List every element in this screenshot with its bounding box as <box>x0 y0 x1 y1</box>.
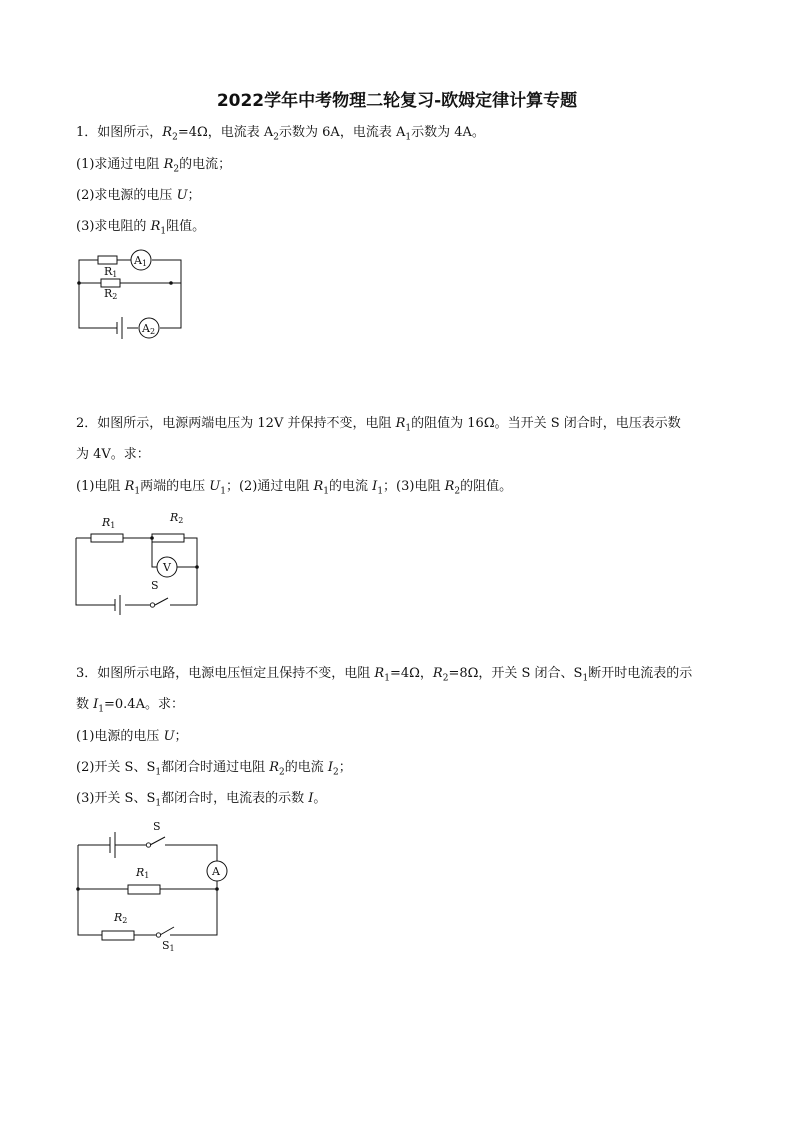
q1-junction-right <box>169 281 173 285</box>
q1-part-1: (1)求通过电阻 $R_2$的电流； <box>76 157 232 175</box>
q1-fig-a1: A1 <box>134 254 148 268</box>
q3-stem-line-1: 3．如图所示电路，电源电压恒定且保持不变，电阻 $R_1=4\Omega$，$R_2=8\Omega$，开关 S 闭合、$S_1$断开时电流表的示 <box>76 666 693 684</box>
q2-questions: (1)电阻 $R_1$两端的电压 $U_1$；(2)通过电阻 $R_1$的电流 $I_1$；(3)电阻 $R_2$的阻值。 <box>76 479 513 497</box>
q1-part-3: (3)求电阻的 $R_1$阻值。 <box>76 219 206 237</box>
q1-stem: 1．如图所示，$R_2=4\Omega$，电流表 $A_2$示数为 6A，电流表 $A_1$示数为 4A。 <box>76 125 485 143</box>
q3-part-3: (3)开关 S、$S_1$都闭合时，电流表的示数 I。 <box>76 791 327 809</box>
q2-junction-top <box>150 536 154 540</box>
q3-fig-switch-s1: S1 <box>162 939 175 953</box>
q3-part-1: (1)电源的电压 U； <box>76 729 188 744</box>
q3-fig-r1: R1 <box>136 866 150 880</box>
q1-fig-r1: R1 <box>104 265 118 279</box>
q3-fig-ammeter: A <box>212 865 220 878</box>
q3-junction-right <box>215 887 219 891</box>
q2-stem-line-1: 2．如图所示，电源两端电压为 12V 并保持不变，电阻 $R_1$的阻值为 16Ω。当开关 S 闭合时，电压表示数 <box>76 416 681 434</box>
q2-fig-switch-label: S <box>151 579 159 592</box>
q1-fig-a2: A2 <box>142 322 156 336</box>
q1-fig-r2: R2 <box>104 287 118 301</box>
q2-fig-r1: R1 <box>102 516 116 530</box>
q1-junction-left <box>77 281 81 285</box>
q1-circuit-diagram <box>70 245 195 340</box>
q3-part-2: (2)开关 S、$S_1$都闭合时通过电阻 $R_2$的电流 $I_2$； <box>76 760 352 778</box>
q3-circuit-diagram <box>70 815 235 955</box>
q3-stem-line-2: 数 $I_1=0.4A$。求： <box>76 697 184 715</box>
q3-fig-switch-s: S <box>153 820 161 833</box>
q2-fig-r2: R2 <box>170 511 184 525</box>
q3-fig-r2: R2 <box>114 911 128 925</box>
page-title: 2022学年中考物理二轮复习-欧姆定律计算专题 <box>216 91 578 111</box>
q2-stem-line-2: 为 4V。求： <box>76 447 150 462</box>
q3-junction-left <box>76 887 80 891</box>
q2-fig-voltmeter: V <box>163 561 171 574</box>
q1-part-2: (2)求电源的电压 U； <box>76 188 201 203</box>
q2-junction-right <box>195 565 199 569</box>
q2-switch-pivot <box>150 603 154 607</box>
q2-circuit-diagram <box>70 505 205 620</box>
